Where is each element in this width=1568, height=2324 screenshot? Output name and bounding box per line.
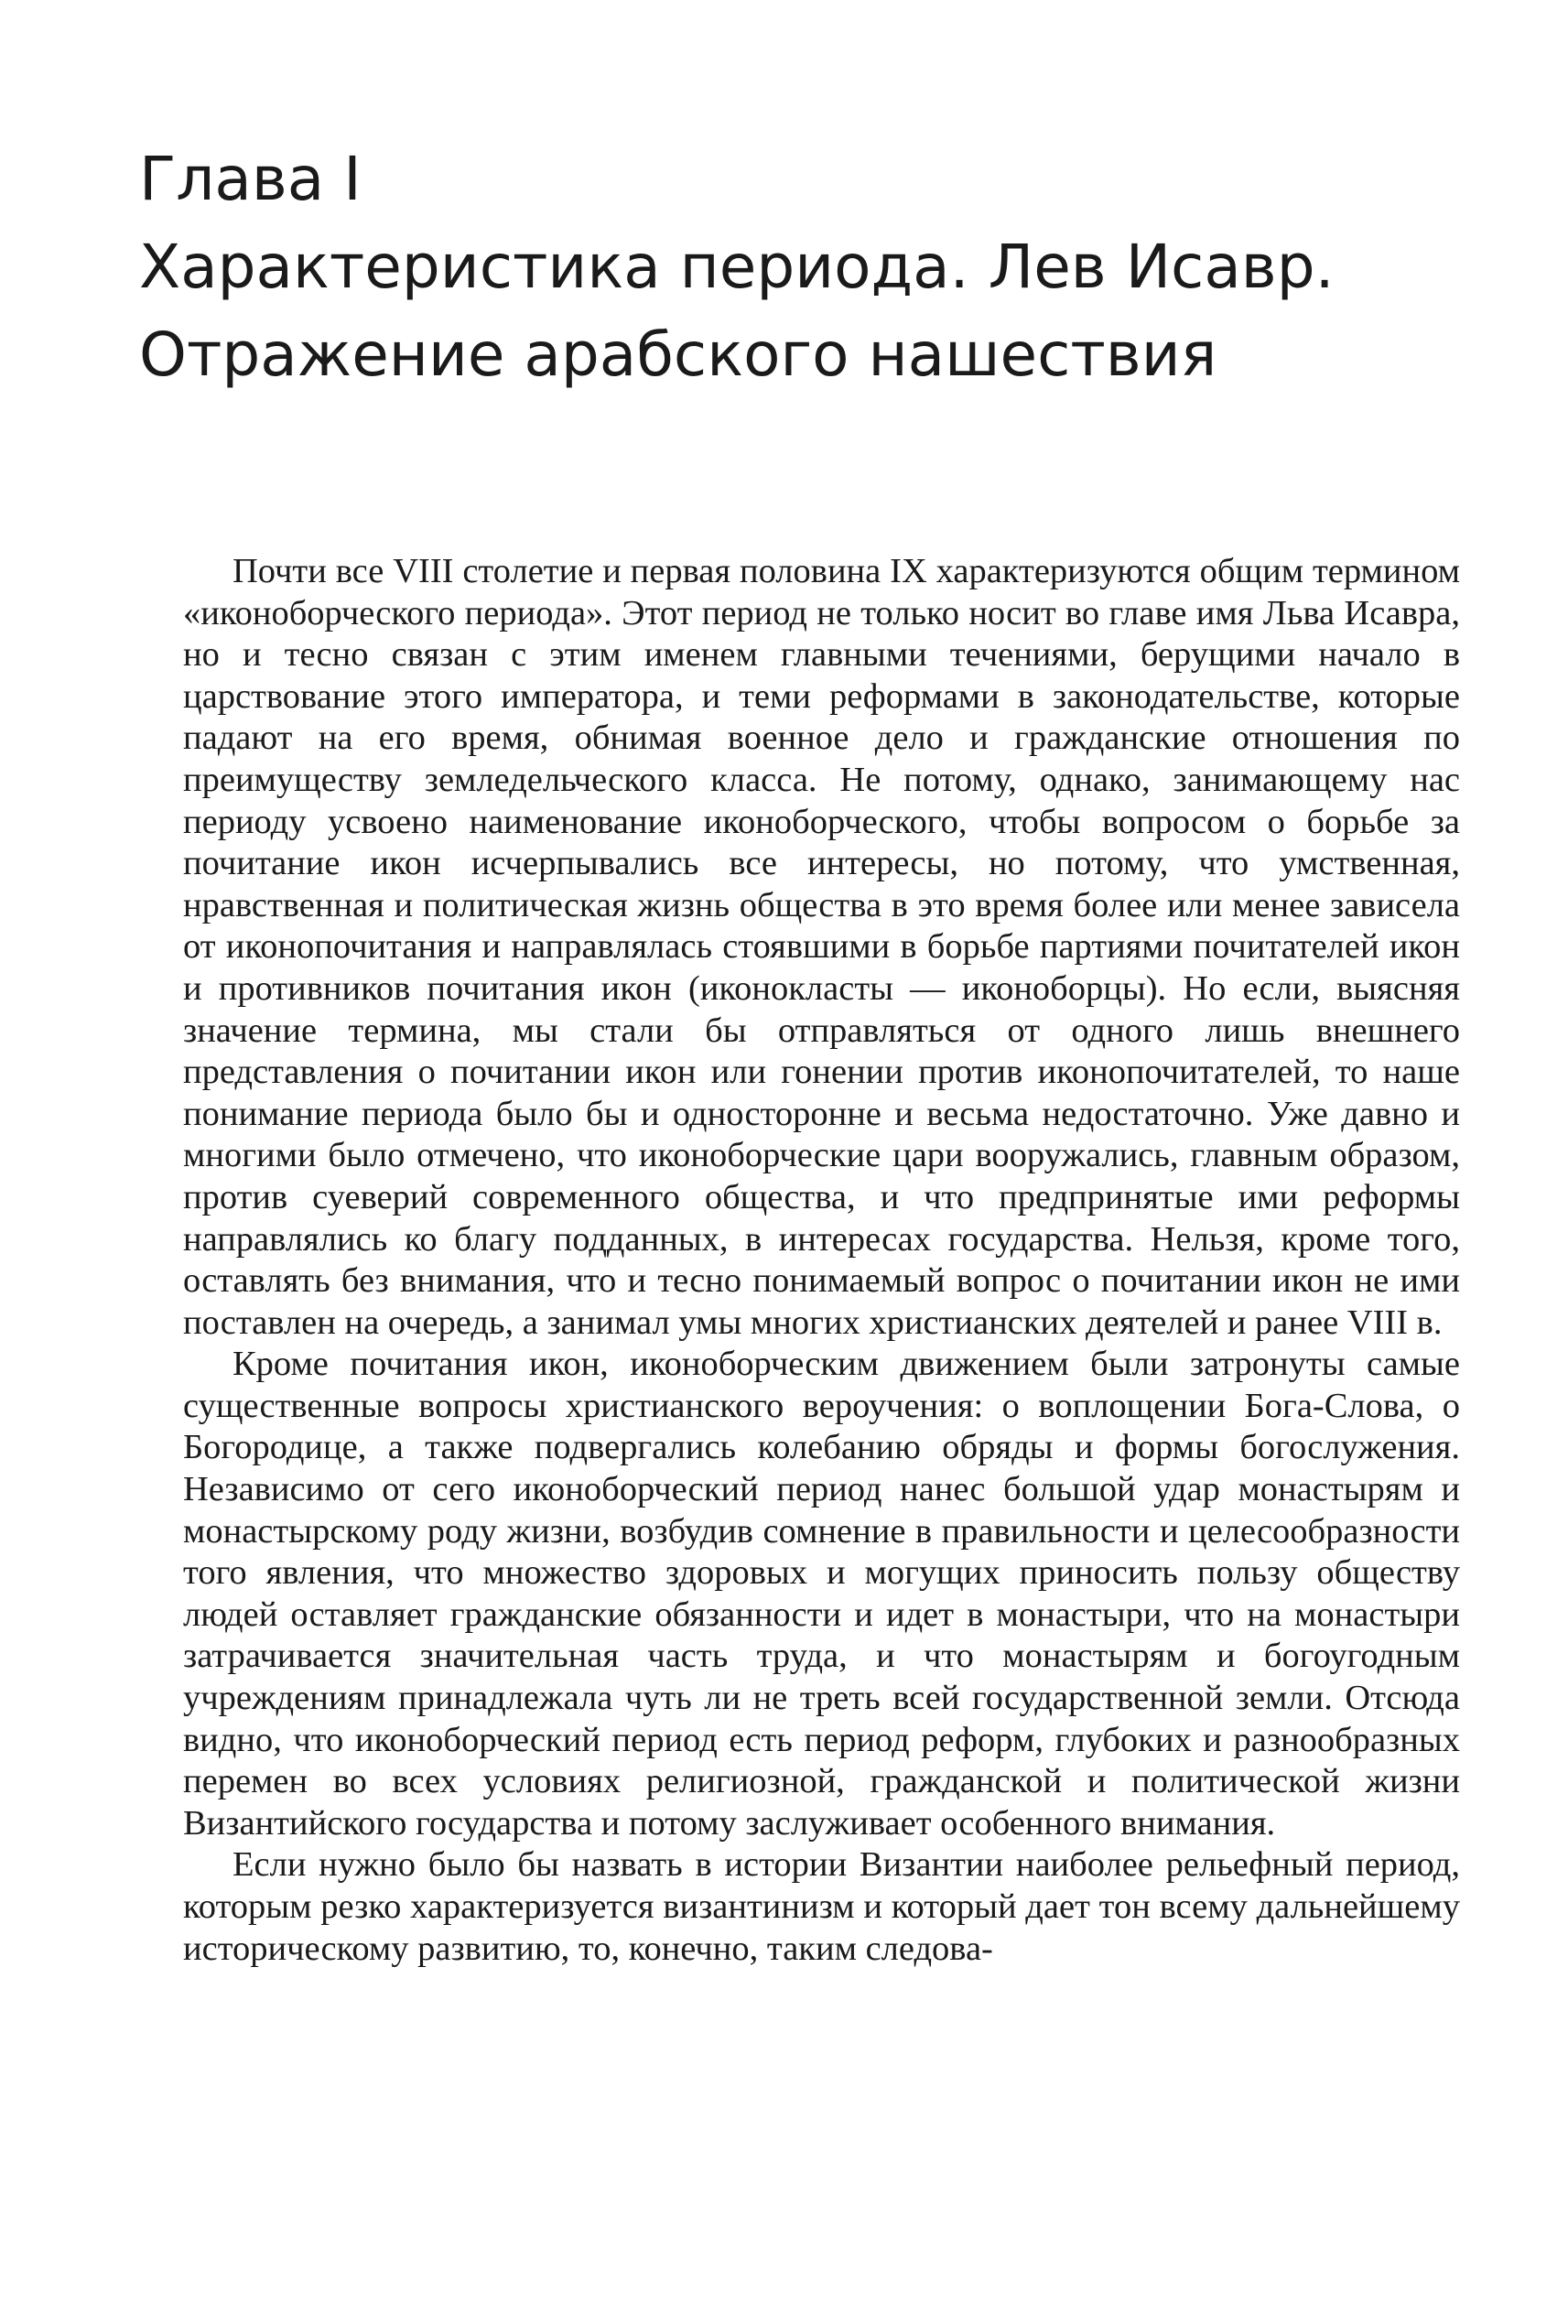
chapter-title-line-2: Отражение арабского нашествия <box>139 319 1217 390</box>
chapter-body <box>183 551 1460 1970</box>
chapter-heading <box>139 135 1421 399</box>
paragraph-2: Кроме почитания икон, иконоборческим движением были затронуты самые существенные вопросы христианского вероучения: о воплощении Бога-Слова, о Богородице, а также подвергались колебанию обряды и формы богослужения. Независимо от сего иконоборческий период нанес большой удар монастырям и монастырскому роду жизни, возбудив сомнение в правильности и целесообразности того явления, что множество здоровых и могущих приносить пользу обществу людей оставляет гражданские обязанности и идет в монастыри, что на монастыри затрачивается значительная часть труда, и что монастырям и богоугодным учреждениям принадлежала чуть ли не треть всей государственной земли. Отсюда видно, что иконоборческий период есть период реформ, глубоких и разнообразных перемен во всех условиях религиозной, гражданской и политической жизни Византийского государства и потому заслуживает особенного внимания. <box>183 1345 1460 1843</box>
paragraph-1: Почти все VIII столетие и первая половина IX характеризуются общим термином «иконоборческого периода». Этот период не только носит во главе имя Льва Исавра, но и тесно связан с этим именем главными течениями, берущими начало в царствование этого императора, и теми реформами в законодательстве, которые падают на его время, обнимая военное дело и гражданские отношения по преимуществу земледельческого класса. Не потому, однако, занимающему нас периоду усвоено наименование иконоборческого, чтобы вопросом о борьбе за почитание икон исчерпывались все интересы, но потому, что умственная, нравственная и политическая жизнь общества в это время более или менее зависела от иконопочитания и направлялась стоявшими в борьбе партиями почитателей икон и противников почитания икон (иконокласты — иконоборцы). Но если, выясняя значение термина, мы стали бы отправляться от одного лишь внешнего представления о почитании икон или гонении против иконопочитателей, то наше понимание периода было бы и односторонне и весьма недостаточно. Уже давно и многими было отмечено, что иконоборческие цари вооружались, главным образом, против суеверий современного общества, и что предпринятые ими реформы направлялись ко благу подданных, в интересах государства. Нельзя, кроме того, оставлять без внимания, что и тесно понимаемый вопрос о почитании икон не ими поставлен на очередь, а занимал умы многих христианских деятелей и ранее VIII в. <box>183 552 1460 1342</box>
chapter-title-line-1: Характеристика периода. Лев Исавр. <box>139 232 1335 302</box>
chapter-label: Глава I <box>139 144 362 214</box>
paragraph-3: Если нужно было бы назвать в истории Византии наиболее рельефный период, которым резко характеризуется византинизм и который дает тон всему дальнейшему историческому развитию, то, конечно, таким следова- <box>183 1845 1460 1968</box>
